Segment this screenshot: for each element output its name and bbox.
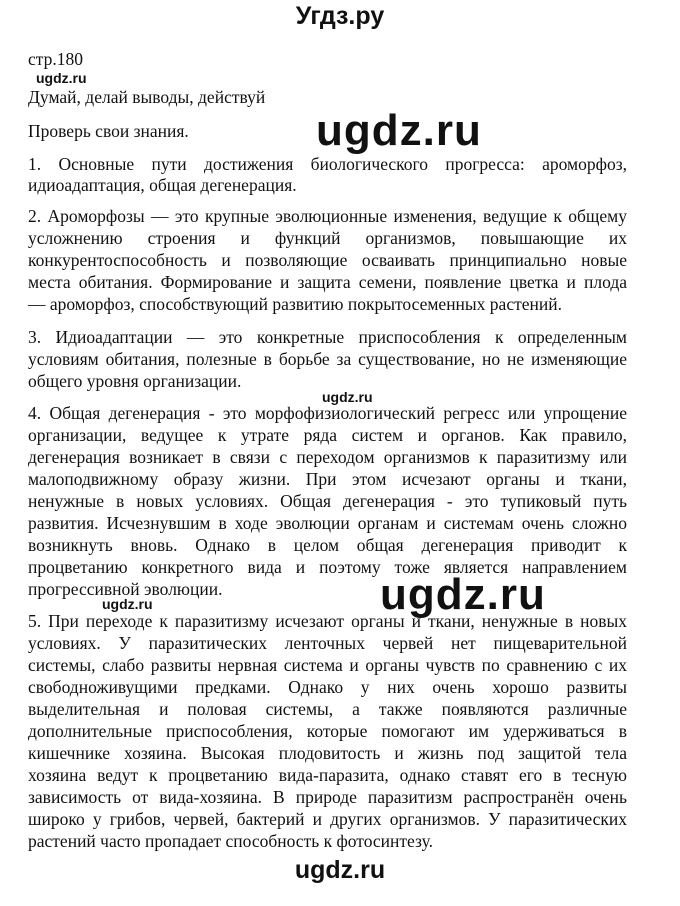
- paragraph-line: общего уровня организации.: [28, 371, 242, 391]
- watermark-small-2: ugdz.ru: [322, 389, 373, 405]
- paragraph-line: хозяина ведут к процветанию вида-паразита, однако ставят его в тесную: [28, 765, 627, 785]
- paragraph-line: системы, слабо развиты нервная система и органы чувств по сравнению с их: [28, 655, 627, 675]
- paragraph-line: места обитания. Формирование и защита семени, появление цветка и плода: [28, 272, 627, 292]
- paragraph-line: идиоадаптация, общая дегенерация.: [28, 175, 297, 195]
- paragraph-line: процветанию конкретного вида и поэтому тоже является направлением: [28, 557, 627, 577]
- paragraph-line: дегенерация возникает в связи с переходом организмов к паразитизму или: [28, 447, 627, 467]
- paragraph-line: малоподвижному образу жизни. При этом исчезают органы и ткани,: [28, 469, 627, 489]
- watermark-small-1: ugdz.ru: [36, 70, 87, 86]
- watermark-big-1: ugdz.ru: [316, 106, 482, 155]
- paragraph-line: условиям обитания, полезные в борьбе за существование, но не изменяющие: [28, 349, 627, 369]
- site-footer: ugdz.ru: [294, 856, 386, 884]
- paragraph-line: ненужные в новых условиях. Общая дегенерация - это тупиковый путь: [28, 491, 627, 511]
- paragraph-line: условиях. У паразитических ленточных червей нет пищеварительной: [28, 633, 627, 653]
- paragraph-line: развития. Исчезнувшим в ходе эволюции органам и системам очень сложно: [28, 513, 627, 533]
- paragraph-line: выделительная и половая системы, а также появляются различные: [28, 699, 627, 719]
- paragraph-line: свободноживущими предками. Однако у них очень хорошо развиты: [28, 677, 627, 697]
- paragraph-line: организации, ведущее к утрате ряда систем и органов. Как правило,: [28, 425, 627, 445]
- paragraph-line: 5. При переходе к паразитизму исчезают органы и ткани, ненужные в новых: [28, 611, 627, 631]
- page-reference: стр.180: [28, 49, 84, 69]
- paragraph-line: — ароморфоз, способствующий развитию покрытосеменных растений.: [28, 294, 562, 314]
- paragraph-line: конкурентоспособность и позволяющие осваивать принципиально новые: [28, 250, 627, 270]
- paragraph-line: 2. Ароморфозы — это крупные эволюционные изменения, ведущие к общему: [28, 206, 627, 226]
- section-title: Думай, делай выводы, действуй: [28, 87, 266, 107]
- paragraph-line: зависимость от вида-хозяина. В природе паразитизм распространён очень: [28, 787, 627, 807]
- paragraph-line: усложнению строения и функций организмов, повышающие их: [28, 228, 627, 248]
- paragraph-line: дополнительные приспособления, которые помогают им удерживаться в: [28, 721, 627, 741]
- paragraph-line: 4. Общая дегенерация - это морфофизиологический регресс или упрощение: [28, 403, 627, 423]
- paragraph-line: кишечнике хозяина. Высокая плодовитость и жизнь под защитой тела: [28, 743, 627, 763]
- paragraph-line: широко у грибов, червей, бактерий и других организмов. У паразитических: [28, 809, 627, 829]
- watermark-small-3: ugdz.ru: [102, 596, 153, 612]
- site-header: Угдз.ру: [295, 2, 385, 30]
- paragraph-line: 3. Идиоадаптации — это конкретные приспособления к определенным: [28, 327, 627, 347]
- paragraph-line: прогрессивной эволюции.: [28, 579, 223, 599]
- watermark-big-2: ugdz.ru: [380, 570, 546, 619]
- paragraph-line: возникнуть вновь. Однако в целом общая дегенерация приводит к: [28, 535, 627, 555]
- subtitle: Проверь свои знания.: [28, 121, 189, 141]
- paragraph-line: 1. Основные пути достижения биологического прогресса: ароморфоз,: [28, 154, 627, 174]
- paragraph-line: растений часто пропадает способность к фотосинтезу.: [28, 831, 433, 851]
